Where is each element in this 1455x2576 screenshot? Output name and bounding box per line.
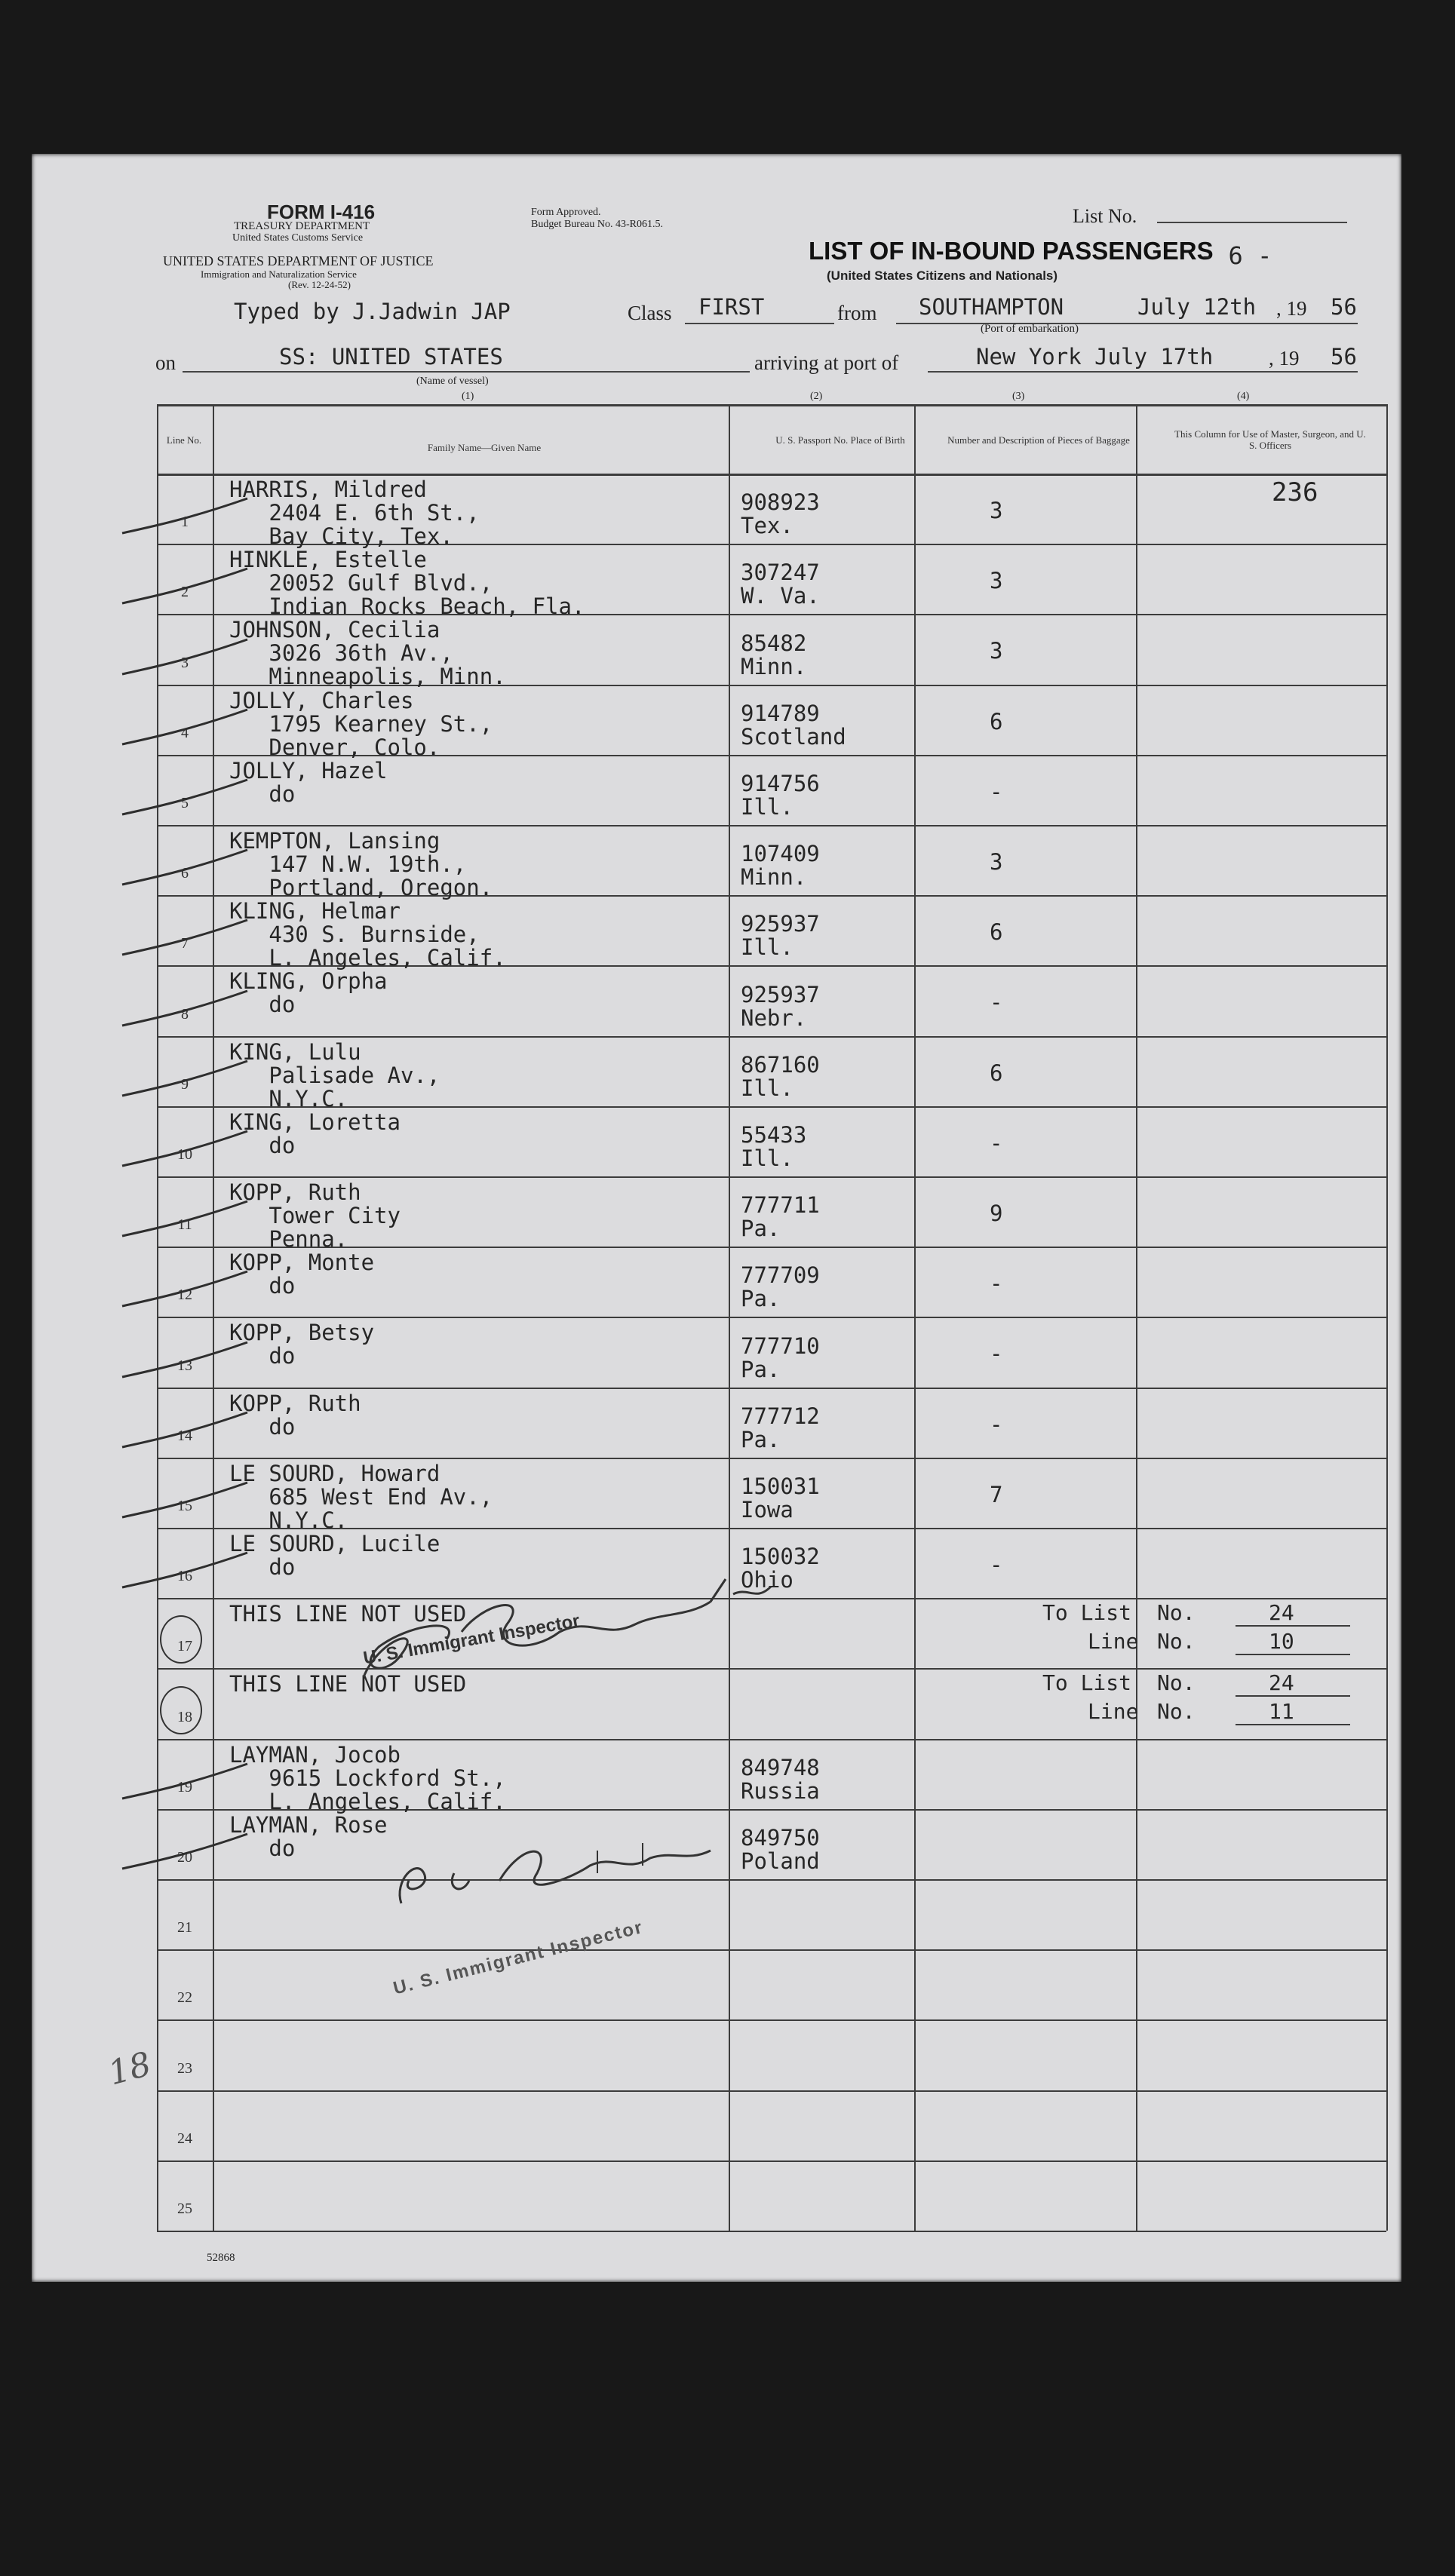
baggage-count: 6	[990, 708, 1003, 734]
passenger-name-line: KOPP, Ruth	[229, 1390, 361, 1416]
transfer-blank	[1236, 1654, 1350, 1655]
check-mark-icon	[119, 775, 255, 820]
list-no-label: List No.	[1073, 205, 1137, 227]
row-number: 19	[177, 1778, 192, 1796]
passport-birthplace-line: Ill.	[741, 934, 793, 961]
check-mark-icon	[119, 986, 255, 1032]
row-number: 1	[181, 514, 189, 531]
passenger-name-line: Palisade Av.,	[229, 1062, 440, 1088]
passport-birthplace-line: 925937	[741, 981, 820, 1007]
on-label: on	[155, 351, 176, 374]
passenger-name-line: KOPP, Betsy	[229, 1320, 375, 1346]
check-mark-icon	[119, 845, 255, 891]
baggage-count: 3	[990, 849, 1003, 875]
passenger-name-line: Denver, Colo.	[229, 734, 440, 760]
passport-birthplace-line: Ill.	[741, 1145, 793, 1171]
inspector-stamp-2: U. S. Immigrant Inspector	[391, 1916, 646, 1999]
table-header-rule	[157, 474, 1386, 476]
passport-birthplace-line: Russia	[741, 1777, 820, 1804]
row-rule	[157, 1949, 1386, 1951]
baggage-count: 3	[990, 638, 1003, 664]
baggage-count: 6	[990, 1060, 1003, 1086]
ins-heading: Immigration and Naturalization Service	[201, 268, 357, 280]
transfer-line-value: 10	[1269, 1629, 1294, 1654]
list-no-blank	[1157, 222, 1347, 223]
baggage-count: 3	[990, 568, 1003, 594]
class-label: Class	[628, 302, 672, 324]
col-header-line-no: Line No.	[166, 434, 202, 446]
passenger-name-line: JOLLY, Charles	[229, 687, 414, 713]
port-embark-caption: (Port of embarkation)	[981, 323, 1079, 335]
from-port: SOUTHAMPTON	[919, 294, 1064, 320]
transfer-blank	[1236, 1695, 1350, 1697]
check-mark-icon	[119, 1408, 255, 1453]
page-number: - 6 -	[1199, 241, 1272, 270]
passport-birthplace-line: 85482	[741, 630, 807, 656]
check-mark-icon	[119, 1267, 255, 1312]
passenger-name-line: KEMPTON, Lansing	[229, 828, 440, 854]
row-number: 2	[181, 584, 189, 601]
transfer-line-no-label: No.	[1157, 1699, 1196, 1725]
passport-birthplace-line: Ill.	[741, 1075, 793, 1101]
baggage-count: -	[990, 1552, 1003, 1578]
baggage-count: 9	[990, 1201, 1003, 1226]
passenger-name-line: do	[229, 780, 296, 807]
passenger-name-line: KOPP, Ruth	[229, 1179, 361, 1205]
passenger-name-line: THIS LINE NOT USED	[229, 1671, 467, 1697]
passport-birthplace-line: 867160	[741, 1051, 820, 1078]
passport-birthplace-line: Ill.	[741, 794, 793, 820]
passenger-name-line: Minneapolis, Minn.	[229, 664, 506, 690]
table-top-rule	[157, 404, 1386, 406]
transfer-blank	[1236, 1625, 1350, 1627]
transfer-list-label: To List	[1042, 1600, 1132, 1626]
passenger-name-line: THIS LINE NOT USED	[229, 1601, 467, 1627]
passenger-name-line: KLING, Helmar	[229, 898, 401, 925]
passport-birthplace-line: W. Va.	[741, 583, 820, 609]
row-number: 7	[181, 935, 189, 952]
passenger-name-line: N.Y.C.	[229, 1507, 348, 1533]
passport-birthplace-line: Poland	[741, 1848, 820, 1874]
row-number: 18	[177, 1708, 192, 1725]
row-number: 21	[177, 1919, 192, 1937]
passenger-name-line: Tower City	[229, 1203, 401, 1228]
check-mark-icon	[119, 1127, 255, 1172]
col-header-baggage: Number and Description of Pieces of Baggage	[947, 434, 1130, 446]
row-rule	[157, 1036, 1386, 1038]
passenger-name-line: N.Y.C.	[229, 1085, 348, 1112]
passenger-name-line: LAYMAN, Jocob	[229, 1741, 401, 1768]
transfer-list-value: 24	[1269, 1600, 1294, 1626]
class-value: FIRST	[698, 294, 765, 320]
row-number: 24	[177, 2130, 192, 2147]
passport-birthplace-line: 150031	[741, 1474, 820, 1499]
passenger-name-line: LE SOURD, Lucile	[229, 1531, 440, 1556]
row-rule	[157, 1317, 1386, 1318]
passport-birthplace-line: 914789	[741, 700, 820, 726]
col-header-name: Family Name—Given Name	[427, 442, 542, 453]
vessel-name: SS: UNITED STATES	[279, 344, 503, 370]
passport-birthplace-line: 150032	[741, 1544, 820, 1570]
table-column-rule	[1386, 404, 1388, 2231]
baggage-count: 3	[990, 498, 1003, 523]
passport-birthplace-line: 849750	[741, 1825, 820, 1851]
passenger-name-line: Bay City, Tex.	[229, 523, 453, 549]
passenger-name-line: KING, Loretta	[229, 1109, 401, 1135]
row-rule	[157, 1388, 1386, 1389]
passenger-name-line: 1795 Kearney St.,	[229, 710, 493, 737]
col-num-4: (4)	[1237, 391, 1250, 402]
passenger-name-line: 685 West End Av.,	[229, 1483, 493, 1510]
row-number-circle-icon	[160, 1615, 202, 1664]
row-rule	[157, 825, 1386, 826]
passport-birthplace-line: Scotland	[741, 723, 846, 750]
inspector-stamp-1: U. S. Immigrant Inspector	[361, 1610, 582, 1669]
row-rule	[157, 2019, 1386, 2021]
check-mark-icon	[119, 1478, 255, 1523]
passport-birthplace-line: 777710	[741, 1332, 820, 1359]
passport-birthplace-line: 925937	[741, 911, 820, 937]
passenger-name-line: JOHNSON, Cecilia	[229, 617, 440, 643]
row-number: 14	[177, 1427, 192, 1444]
passport-birthplace-line: Nebr.	[741, 1004, 807, 1031]
row-number: 5	[181, 795, 189, 811]
vessel-caption: (Name of vessel)	[416, 376, 489, 387]
manifest-document	[32, 154, 1401, 2282]
transfer-list-no-label: No.	[1157, 1670, 1196, 1696]
row-number: 9	[181, 1075, 189, 1093]
row-number: 20	[177, 1849, 192, 1866]
arriving-label: arriving at port of	[754, 351, 899, 374]
passport-birthplace-line: Iowa	[741, 1497, 793, 1523]
transfer-list-value: 24	[1269, 1670, 1294, 1696]
row-number: 6	[181, 865, 189, 882]
passenger-name-line: Penna.	[229, 1226, 348, 1252]
form-number: FORM I-416	[267, 201, 376, 223]
check-mark-icon	[119, 1829, 255, 1875]
row-number: 25	[177, 2200, 192, 2217]
passenger-name-line: LE SOURD, Howard	[229, 1460, 440, 1486]
row-number: 3	[181, 654, 189, 671]
col-num-2: (2)	[810, 391, 823, 402]
check-mark-icon	[119, 1759, 255, 1805]
baggage-count: 7	[990, 1481, 1003, 1507]
row-number: 22	[177, 1989, 192, 2007]
passenger-name-line: HARRIS, Mildred	[229, 477, 427, 502]
baggage-count: -	[990, 989, 1003, 1016]
typed-by: Typed by J.Jadwin JAP	[234, 299, 511, 324]
row-number: 11	[177, 1216, 192, 1234]
col-num-3: (3)	[1012, 391, 1025, 402]
row-number: 8	[181, 1005, 189, 1023]
transfer-blank	[1236, 1724, 1350, 1725]
check-mark-icon	[119, 564, 255, 609]
budget-bureau: Budget Bureau No. 43-R061.5.	[531, 219, 663, 230]
passport-birthplace-line: Minn.	[741, 864, 807, 891]
check-mark-icon	[119, 1338, 255, 1383]
baggage-count: -	[990, 778, 1003, 805]
check-mark-icon	[119, 705, 255, 750]
passenger-name-line: HINKLE, Estelle	[229, 547, 427, 573]
passport-birthplace-line: Pa.	[741, 1426, 781, 1452]
check-mark-icon	[119, 1548, 255, 1593]
passenger-name-line: 3026 36th Av.,	[229, 640, 453, 667]
passenger-name-line: LAYMAN, Rose	[229, 1811, 388, 1838]
row-number: 12	[177, 1286, 192, 1304]
passenger-name-line: Indian Rocks Beach, Fla.	[229, 593, 585, 620]
baggage-count: 6	[990, 919, 1003, 946]
passport-birthplace-line: Ohio	[741, 1567, 793, 1593]
footer-code: 52868	[207, 2252, 235, 2264]
customs-service: United States Customs Service	[232, 232, 364, 244]
passenger-name-line: KOPP, Monte	[229, 1250, 375, 1276]
passenger-name-line: do	[229, 1554, 296, 1580]
doj-heading: UNITED STATES DEPARTMENT OF JUSTICE	[163, 253, 434, 268]
row-number: 4	[181, 724, 189, 741]
passport-birthplace-line: 914756	[741, 771, 820, 796]
passenger-name-line: do	[229, 992, 296, 1018]
row-rule	[157, 1176, 1386, 1178]
transfer-line-value: 11	[1269, 1699, 1294, 1725]
from-label: from	[837, 302, 877, 324]
passport-birthplace-line: Pa.	[741, 1356, 781, 1382]
manifest-title: LIST OF IN-BOUND PASSENGERS	[809, 237, 1214, 265]
baggage-count: -	[990, 1411, 1003, 1437]
arrival-port-date: New York July 17th	[976, 344, 1214, 370]
baggage-count: -	[990, 1130, 1003, 1156]
passport-birthplace-line: Pa.	[741, 1286, 781, 1312]
baggage-count: -	[990, 1341, 1003, 1367]
row-number: 15	[177, 1498, 192, 1514]
check-mark-icon	[119, 635, 255, 680]
departure-year-prefix: , 19	[1276, 297, 1307, 320]
col-num-1: (1)	[462, 391, 474, 402]
passenger-name-line: do	[229, 1132, 296, 1158]
transfer-list-no-label: No.	[1157, 1600, 1196, 1626]
passport-birthplace-line: Minn.	[741, 653, 807, 679]
transfer-line-no-label: No.	[1157, 1629, 1196, 1654]
row-rule	[157, 1879, 1386, 1881]
passenger-name-line: JOLLY, Hazel	[229, 757, 388, 784]
inspector-signature-2	[371, 1828, 748, 1918]
passenger-name-line: do	[229, 1273, 296, 1299]
passport-birthplace-line: 849748	[741, 1754, 820, 1780]
passenger-name-line: Portland, Oregon.	[229, 875, 493, 900]
passport-birthplace-line: Pa.	[741, 1216, 781, 1242]
departure-year: 56	[1331, 294, 1357, 320]
treasury-dept: TREASURY DEPARTMENT	[234, 220, 370, 232]
vessel-blank	[183, 371, 750, 373]
passport-birthplace-line: 777711	[741, 1192, 820, 1219]
passport-birthplace-line: 777709	[741, 1262, 820, 1289]
officer-note: 236	[1272, 477, 1318, 508]
row-number: 16	[177, 1568, 192, 1585]
passport-birthplace-line: 307247	[741, 560, 820, 586]
class-blank	[685, 323, 834, 324]
baggage-count: -	[990, 1271, 1003, 1297]
row-rule	[157, 1739, 1386, 1740]
form-revision: (Rev. 12-24-52)	[288, 279, 351, 290]
margin-note: 18	[104, 2044, 155, 2093]
form-approved: Form Approved.	[531, 207, 601, 218]
departure-date: July 12th	[1137, 294, 1257, 320]
manifest-subtitle: (United States Citizens and Nationals)	[827, 268, 1058, 283]
passport-birthplace-line: 107409	[741, 841, 820, 867]
passenger-name-line: L. Angeles, Calif.	[229, 945, 506, 971]
passenger-name-line: do	[229, 1413, 296, 1440]
passenger-name-line: do	[229, 1835, 296, 1861]
check-mark-icon	[119, 915, 255, 961]
check-mark-icon	[119, 1056, 255, 1102]
row-rule	[157, 2160, 1386, 2162]
passenger-name-line: do	[229, 1343, 296, 1369]
row-number-circle-icon	[160, 1686, 202, 1734]
row-rule	[157, 2090, 1386, 2092]
passenger-name-line: L. Angeles, Calif.	[229, 1788, 506, 1814]
row-rule	[157, 2231, 1386, 2232]
arrival-year: 56	[1331, 344, 1357, 370]
row-number: 17	[177, 1638, 192, 1655]
passenger-name-line: KING, Lulu	[229, 1038, 361, 1065]
passport-birthplace-line: 908923	[741, 489, 820, 516]
row-rule	[157, 1458, 1386, 1459]
passenger-name-line: 147 N.W. 19th.,	[229, 851, 467, 877]
check-mark-icon	[119, 494, 255, 539]
passenger-name-line: KLING, Orpha	[229, 968, 388, 995]
arrival-blank	[928, 371, 1358, 373]
row-number: 13	[177, 1357, 192, 1374]
row-number: 10	[177, 1146, 192, 1163]
passenger-name-line: 20052 Gulf Blvd.,	[229, 570, 493, 596]
col-header-officers: This Column for Use of Master, Surgeon, and U. S. Officers	[1174, 428, 1366, 451]
check-mark-icon	[119, 1197, 255, 1242]
row-number: 23	[177, 2059, 192, 2077]
passenger-name-line: 430 S. Burnside,	[229, 922, 480, 948]
arrival-year-prefix: , 19	[1269, 347, 1300, 370]
passport-birthplace-line: 55433	[741, 1122, 807, 1148]
transfer-line-label: Line	[1088, 1699, 1139, 1725]
passenger-name-line: 2404 E. 6th St.,	[229, 500, 480, 526]
transfer-line-label: Line	[1088, 1629, 1139, 1654]
transfer-list-label: To List	[1042, 1670, 1132, 1696]
passport-birthplace-line: Tex.	[741, 513, 793, 539]
passenger-name-line: 9615 Lockford St.,	[229, 1765, 506, 1791]
from-blank	[896, 323, 1358, 324]
passport-birthplace-line: 777712	[741, 1403, 820, 1429]
col-header-passport: U. S. Passport No. Place of Birth	[775, 434, 905, 446]
